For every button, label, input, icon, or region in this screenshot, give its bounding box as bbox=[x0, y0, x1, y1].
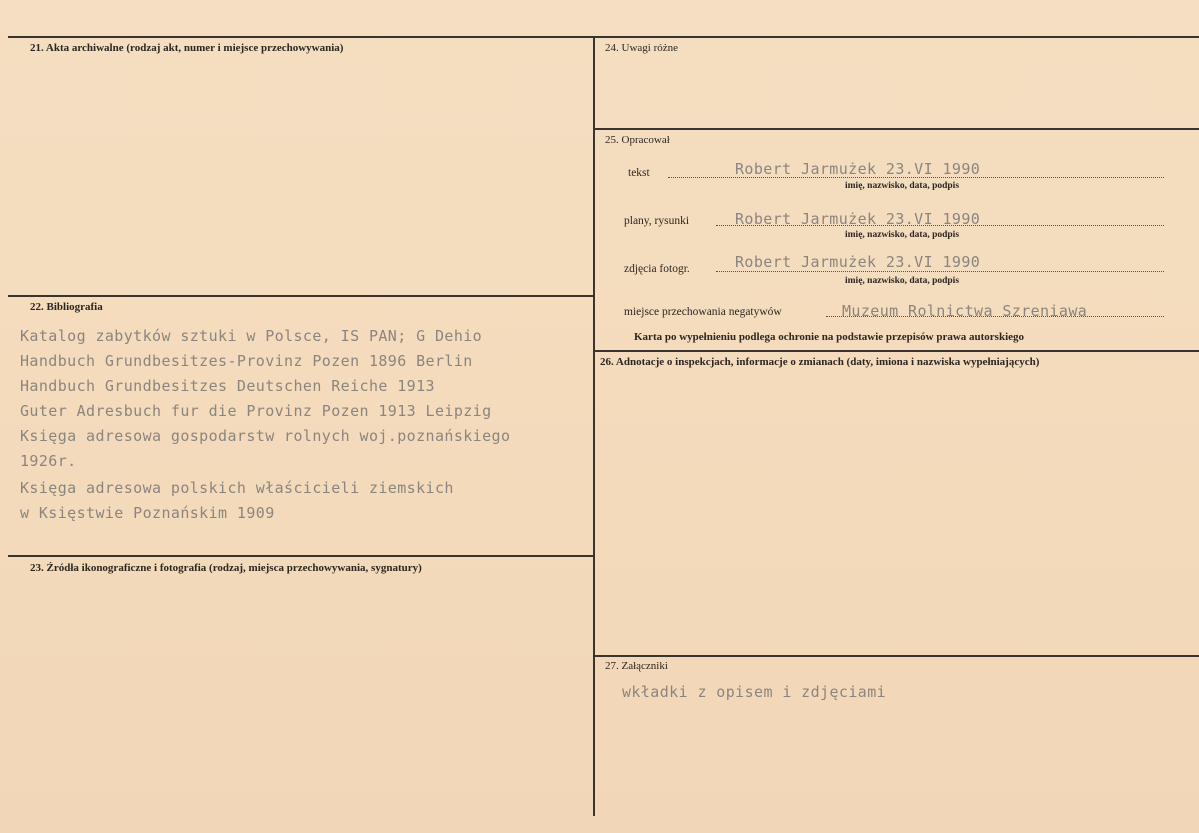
section-26-label: 26. Adnotacje o inspekcjach, informacje o zmianach (daty, imiona i nazwiska wypełniających) bbox=[600, 356, 1040, 368]
section-23-label: 23. Źródła ikonograficzne i fotografia (rodzaj, miejsca przechowywania, sygnatury) bbox=[30, 562, 422, 574]
divider-25-26 bbox=[595, 350, 1199, 352]
bibliography-line: Katalog zabytków sztuki w Polsce, IS PAN; G Dehio bbox=[20, 327, 483, 345]
bibliography-line: Handbuch Grundbesitzes Deutschen Reiche 1913 bbox=[20, 377, 435, 395]
divider-26-27 bbox=[595, 655, 1199, 657]
photos-author-line bbox=[716, 271, 1164, 272]
divider-22-23 bbox=[8, 555, 593, 557]
text-author-caption: imię, nazwisko, data, podpis bbox=[845, 181, 960, 191]
bibliography-line: w Księstwie Poznańskim 1909 bbox=[20, 504, 275, 522]
bibliography-line: 1926r. bbox=[20, 452, 77, 470]
photos-author-label: zdjęcia fotogr. bbox=[624, 263, 690, 275]
section-21-label: 21. Akta archiwalne (rodzaj akt, numer i miejsce przechowywania) bbox=[30, 42, 344, 54]
bibliography-line: Księga adresowa gospodarstw rolnych woj.poznańskiego bbox=[20, 427, 511, 445]
top-border bbox=[8, 36, 1199, 38]
bibliography-line: Księga adresowa polskich właścicieli ziemskich bbox=[20, 479, 454, 497]
negatives-label: miejsce przechowania negatywów bbox=[624, 306, 782, 318]
copyright-notice: Karta po wypełnieniu podlega ochronie na podstawie przepisów prawa autorskiego bbox=[634, 331, 1025, 343]
divider-24-25 bbox=[595, 128, 1199, 130]
drawings-author-caption: imię, nazwisko, data, podpis bbox=[845, 230, 960, 240]
drawings-author-value: Robert Jarmużek 23.VI 1990 bbox=[735, 210, 981, 228]
text-author-label: tekst bbox=[628, 167, 650, 179]
drawings-author-label: plany, rysunki bbox=[624, 215, 690, 227]
text-author-value: Robert Jarmużek 23.VI 1990 bbox=[735, 160, 981, 178]
section-22-label: 22. Bibliografia bbox=[30, 301, 103, 313]
photos-author-caption: imię, nazwisko, data, podpis bbox=[845, 276, 960, 286]
photos-author-value: Robert Jarmużek 23.VI 1990 bbox=[735, 253, 981, 271]
attachments-value: wkładki z opisem i zdjęciami bbox=[622, 683, 887, 701]
section-27-label: 27. Załączniki bbox=[605, 660, 668, 672]
section-25-label: 25. Opracował bbox=[605, 134, 670, 146]
section-24-label: 24. Uwagi różne bbox=[605, 42, 679, 54]
bibliography-line: Guter Adresbuch fur die Provinz Pozen 1913 Leipzig bbox=[20, 402, 492, 420]
negatives-value: Muzeum Rolnictwa Szreniawa bbox=[842, 302, 1088, 320]
divider-21-22 bbox=[8, 295, 593, 297]
bibliography-line: Handbuch Grundbesitzes-Provinz Pozen 1896 Berlin bbox=[20, 352, 473, 370]
center-divider bbox=[593, 36, 595, 816]
